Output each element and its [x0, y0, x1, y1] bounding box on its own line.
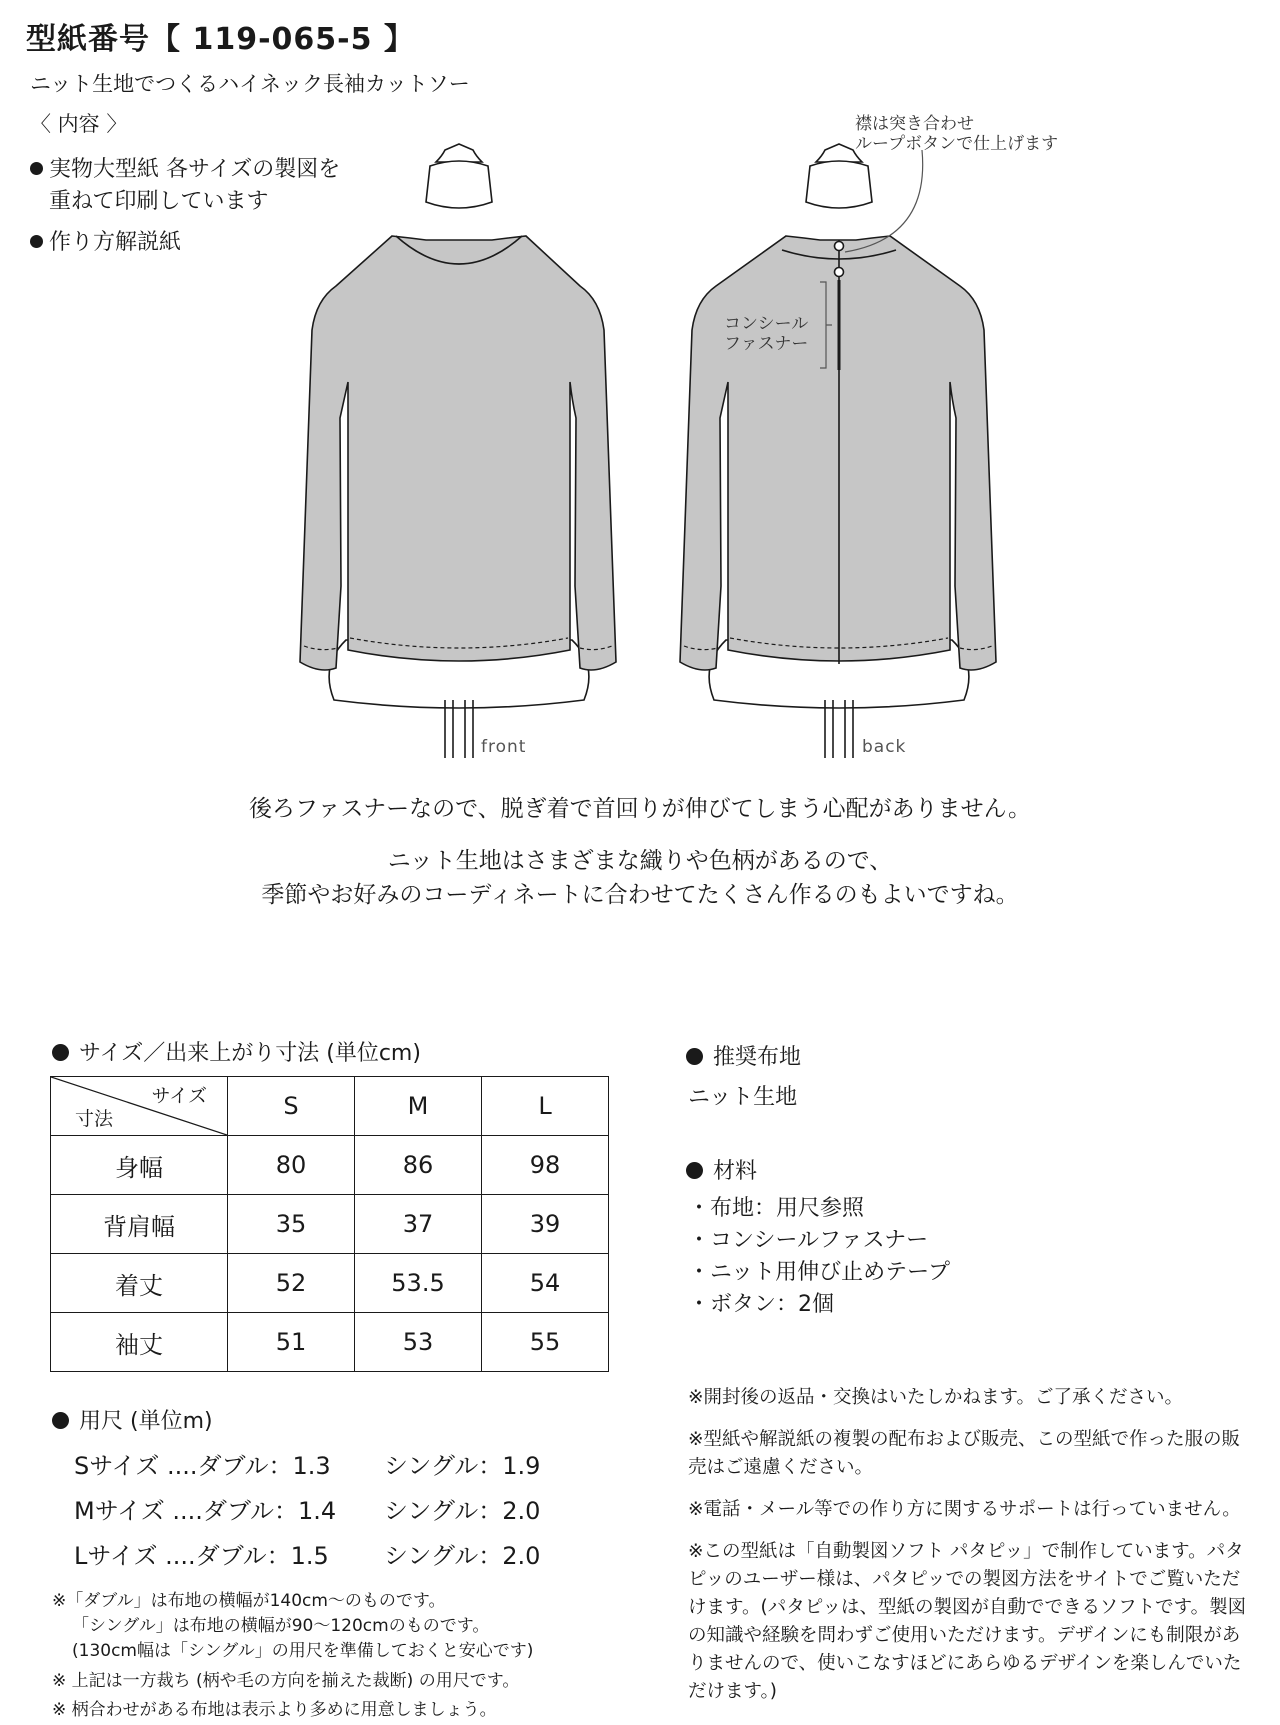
back-figure [680, 144, 996, 758]
row-label: 着丈 [51, 1254, 228, 1313]
front-body [300, 236, 616, 670]
table-cell: 98 [482, 1136, 609, 1195]
table-cell: 53 [355, 1313, 482, 1372]
bullet-icon [686, 1162, 703, 1179]
description-line: 後ろファスナーなので、脱ぎ着で首回りが伸びてしまう心配がありません。 [249, 796, 1031, 822]
notice: ※この型紙は「自動製図ソフト パタピッ」で制作しています。パタピッのユーザー様は、パタピッでの製図方法をサイトでご覧いただけます。(パタピッは、型紙の製図が自動でできるソフトです。製図の知識や経験を問わずご使用いただけます。デザインにも制限がありませんので、使いこなすほどにあらゆるデザインを楽しんでいただけます。) [688, 1541, 1247, 1702]
table-cell: 55 [482, 1313, 609, 1372]
yardage-row: Mサイズ ....ダブル：1.4 シングル：2.0 [74, 1497, 541, 1525]
yardage-note: ※ 上記は一方裁ち (柄や毛の方向を揃えた裁断) の用尺です。 [52, 1671, 520, 1691]
size-table [50, 1076, 609, 1372]
list-item: ・コンシールファスナー [688, 1228, 929, 1253]
table-cell: 80 [228, 1136, 355, 1195]
yardage-note: (130cm幅は「シングル」の用尺を準備しておくと安心です) [72, 1641, 534, 1661]
table-row [51, 1136, 609, 1195]
description-line: ニット生地はさまざまな織りや色柄があるので、 [387, 848, 893, 874]
bullet-icon [52, 1412, 69, 1429]
fabric-value: ニット生地 [688, 1085, 798, 1110]
fabric-heading: 推奨布地 [686, 1040, 801, 1071]
table-header-row [51, 1077, 609, 1136]
table-cell: 54 [482, 1254, 609, 1313]
table-corner-cell: サイズ 寸法 [51, 1077, 228, 1136]
table-row [51, 1254, 609, 1313]
column-header-m: M [355, 1077, 482, 1136]
list-item: ・ニット用伸び止めテープ [688, 1260, 951, 1285]
contents-heading: 〈 内容 〉 [30, 112, 128, 136]
table-cell: 37 [355, 1195, 482, 1254]
yardage-note: 「シングル」は布地の横幅が90～120cmのものです。 [72, 1616, 490, 1636]
table-cell: 35 [228, 1195, 355, 1254]
front-figure [300, 144, 616, 758]
front-label: front [481, 737, 527, 757]
table-cell: 53.5 [355, 1254, 482, 1313]
zipper-note: コンシール ファスナー [724, 314, 809, 354]
pattern-number-title: 型紙番号【 119-065-5 】 [26, 22, 415, 57]
table-cell: 86 [355, 1136, 482, 1195]
yardage-note: ※ 柄合わせがある布地は表示より多めに用意しましょう。 [52, 1700, 497, 1720]
bullet-icon [686, 1048, 703, 1065]
yardage-row: Sサイズ ....ダブル：1.3 シングル：1.9 [74, 1452, 541, 1480]
list-item: ・ボタン：2個 [688, 1292, 834, 1317]
table-row [51, 1195, 609, 1254]
row-label: 身幅 [51, 1136, 228, 1195]
row-label: 袖丈 [51, 1313, 228, 1372]
product-subtitle: ニット生地でつくるハイネック長袖カットソー [30, 72, 470, 96]
contents-item-cont: 重ねて印刷しています [49, 189, 269, 214]
contents-item: 実物大型紙 各サイズの製図を [30, 152, 340, 183]
materials-list [688, 1193, 950, 1321]
list-item: ・布地：用尺参照 [688, 1196, 865, 1221]
table-cell: 51 [228, 1313, 355, 1372]
yardage-heading: 用尺 (単位m) [52, 1404, 213, 1435]
collar-note: 襟は突き合わせ ループボタンで仕上げます [855, 114, 1059, 154]
column-header-s: S [228, 1077, 355, 1136]
table-cell: 39 [482, 1195, 609, 1254]
notice: ※型紙や解説紙の複製の配布および販売、この型紙で作った服の販売はご遠慮ください。 [688, 1429, 1241, 1478]
yardage-note: ※「ダブル」は布地の横幅が140cm～のものです。 [52, 1591, 446, 1611]
bullet-icon [52, 1044, 69, 1061]
table-row [51, 1313, 609, 1372]
size-heading: サイズ／出来上がり寸法 (単位cm) [52, 1036, 421, 1067]
yardage-row: Lサイズ ....ダブル：1.5 シングル：2.0 [74, 1542, 541, 1570]
table-cell: 52 [228, 1254, 355, 1313]
back-label: back [862, 737, 907, 757]
notice: ※電話・メール等での作り方に関するサポートは行っていません。 [688, 1499, 1241, 1520]
column-header-l: L [482, 1077, 609, 1136]
notice: ※開封後の返品・交換はいたしかねます。ご了承ください。 [688, 1387, 1184, 1408]
materials-heading: 材料 [686, 1154, 757, 1185]
contents-item: 作り方解説紙 [30, 225, 181, 256]
description-line: 季節やお好みのコーディネートに合わせてたくさん作るのもよいですね。 [261, 882, 1019, 908]
garment-illustration [0, 0, 1280, 760]
row-label: 背肩幅 [51, 1195, 228, 1254]
